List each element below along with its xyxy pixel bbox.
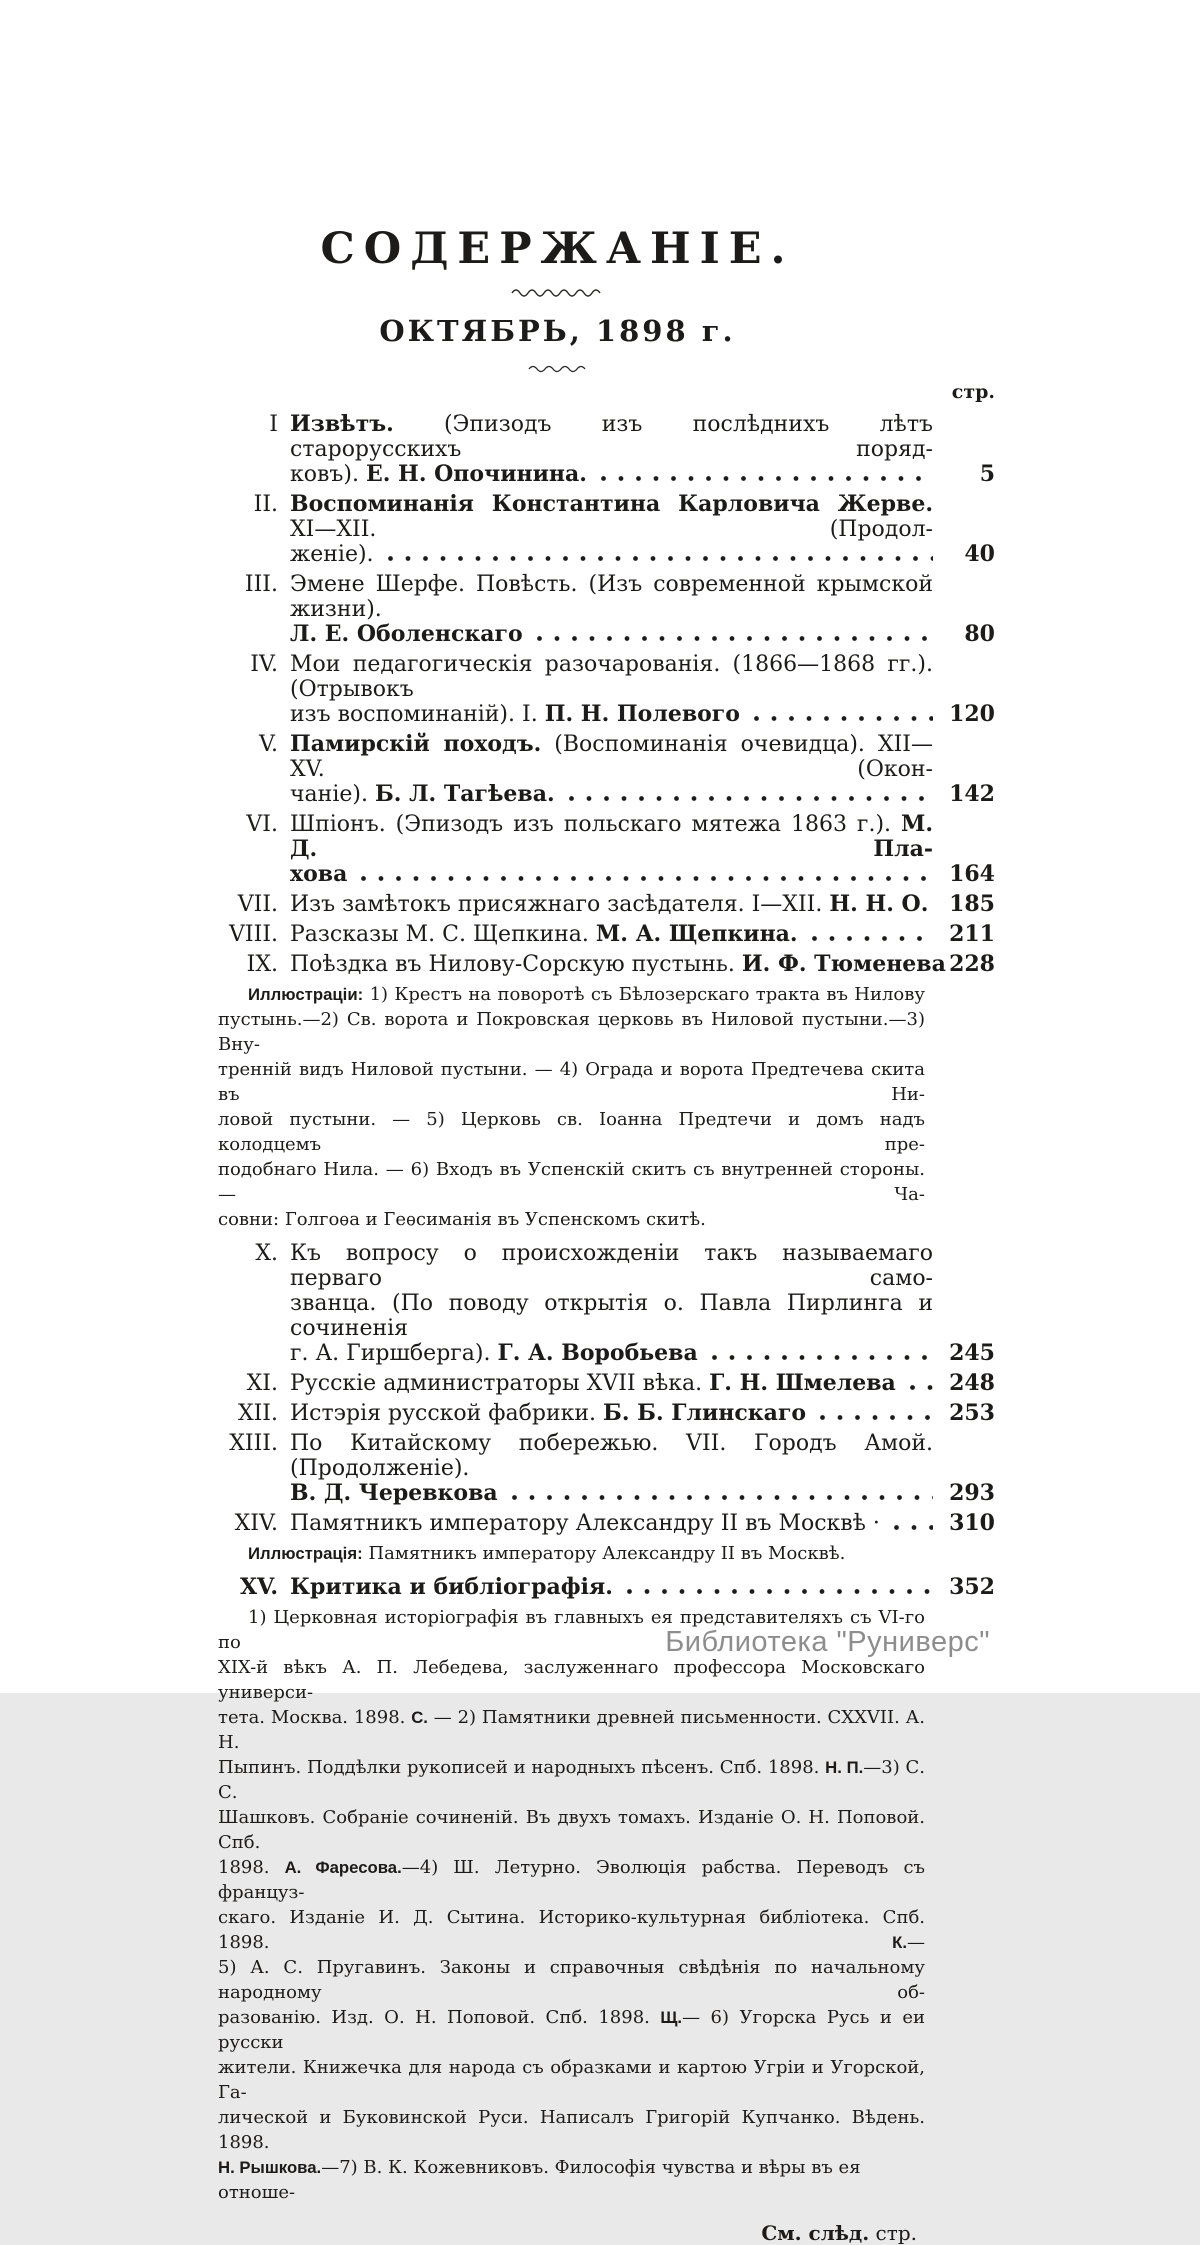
entry-body (290, 732, 933, 807)
entry-line (290, 1291, 933, 1341)
entry-text (218, 2157, 861, 2203)
note-line (218, 2005, 925, 2055)
entry-page-number: 253 (949, 1400, 995, 1427)
entry-text (290, 732, 933, 782)
note-line (218, 1541, 925, 1566)
entry-text (218, 1857, 925, 1903)
emphasized-text: хова (290, 861, 348, 888)
plain-text: ковъ). (290, 462, 366, 488)
plain-text: Мои педагогическія разочарованія. (1866—1868 гг.). (Отрывокъ (290, 652, 933, 703)
entry-line (290, 951, 946, 978)
toc-entry (170, 732, 995, 807)
entry-page-number: 310 (949, 1510, 995, 1537)
entry-number: XI. (246, 1371, 278, 1397)
emphasized-text: Б. Б. Глинскаго (603, 1400, 807, 1427)
entry-text (248, 984, 925, 1005)
note-line (218, 1007, 925, 1057)
note-line (218, 1705, 925, 1755)
toc-entry (170, 1241, 995, 1366)
note-line (218, 1057, 925, 1107)
entry-number: IX. (246, 952, 278, 978)
plain-text: Разсказы М. С. Щепкина. (290, 922, 596, 948)
entry-line (290, 492, 933, 542)
emphasized-text: Иллюстрація: (248, 1544, 363, 1564)
toc-entry (170, 892, 995, 917)
note-line (218, 1855, 925, 1905)
plain-text: Памятникъ императору Александру II въ Москвѣ · (290, 1511, 880, 1537)
entry-page-number: 293 (949, 1480, 995, 1507)
entry-text (290, 1511, 880, 1536)
entry-text (290, 1401, 806, 1426)
dot-leader (565, 782, 933, 807)
entry-body (290, 1575, 933, 1600)
emphasized-text: П. Н. Полевого (544, 701, 740, 728)
plain-text: — (907, 1932, 925, 1954)
dot-leader (750, 702, 933, 727)
entry-text (218, 1657, 925, 1703)
note-line (218, 1805, 925, 1855)
entry-body (290, 1511, 933, 1536)
plain-text: скаго. Изданіе И. Д. Сытина. Историко-культурная библіотека. Спб. 1898. (218, 1907, 925, 1954)
entry-text (290, 462, 587, 487)
entry-page-number: 5 (979, 461, 995, 488)
emphasized-text: Г. Н. Шмелева (709, 1370, 896, 1397)
dot-leader (597, 462, 933, 487)
entry-page-number: 142 (949, 781, 995, 808)
dot-leader (708, 1341, 933, 1366)
entry-text (290, 1431, 933, 1481)
entry-number: XIII. (229, 1431, 278, 1457)
entry-page-number: 248 (949, 1370, 995, 1397)
entry-text (218, 1707, 925, 1753)
plain-text: подобнаго Нила. — 6) Входъ въ Успенскій скитъ съ внутренней стороны.— Ча- (218, 1159, 925, 1206)
emphasized-text: Воспоминанія Константина Карловича Жерве. (290, 491, 933, 518)
plain-text: тета. Москва. 1898. (218, 1707, 412, 1729)
emphasized-text: М. Д. Пла- (290, 811, 933, 863)
entry-text (290, 572, 933, 622)
entry-text (290, 1575, 613, 1600)
entry-line (290, 702, 933, 727)
entry-line (290, 922, 933, 947)
entry-line (290, 462, 933, 487)
plain-text: разованію. Изд. О. Н. Поповой. Спб. 1898. (218, 2007, 661, 2029)
toc-entry (170, 812, 995, 887)
plain-text: пустынь.—2) Св. ворота и Покровская церковь въ Ниловой пустыни.—3) Вну- (218, 1009, 925, 1056)
entry-number: XV. (240, 1574, 278, 1601)
entry-page-number: 352 (949, 1574, 995, 1601)
emphasized-text: Иллюстраціи: (248, 985, 364, 1005)
entry-page-number: 245 (949, 1340, 995, 1367)
note-line (218, 2155, 925, 2205)
entry-number: X. (255, 1241, 278, 1267)
entry-page-number: 40 (964, 541, 995, 568)
issue-subtitle: ОКТЯБРЬ, 1898 г. (379, 314, 736, 348)
entry-text (218, 1209, 706, 1230)
entry-text (248, 1543, 845, 1564)
entry-number: VI. (246, 812, 278, 838)
entry-text (290, 412, 933, 462)
plain-text: По Китайскому побережью. VII. Городъ Амой. (Продолженіе). (290, 1431, 933, 1482)
emphasized-text: Критика и библіографія. (290, 1574, 613, 1601)
entry-line (290, 1341, 933, 1366)
emphasized-text: А. Фаресова. (284, 1858, 402, 1878)
emphasized-text: М. А. Щепкина. (595, 921, 798, 948)
plain-text: Изъ замѣтокъ присяжнаго засѣдателя. I—XII. (290, 892, 830, 918)
entry-text (218, 1907, 925, 1953)
plain-text: —4) Ш. Летурно. Эволюція рабства. Переводъ съ француз- (218, 1857, 925, 1904)
plain-text: —3) С. С. (218, 1757, 925, 1804)
entry-page-number: 228 (949, 951, 995, 978)
emphasized-text: Щ. (660, 2008, 683, 2028)
toc-entry (170, 952, 995, 977)
entry-body (290, 1401, 933, 1426)
entry-text (218, 1957, 925, 2003)
dot-leader (533, 622, 933, 647)
entry-line (290, 892, 933, 917)
note-line (218, 1655, 925, 1705)
entry-text (290, 782, 555, 807)
entry-text (290, 492, 933, 542)
plain-text: изъ воспоминаній). I. (290, 702, 545, 728)
page-column-label: стр. (951, 381, 995, 404)
entry-page-number: 185 (949, 891, 995, 918)
entry-text (290, 702, 740, 727)
plain-text: Памятникъ императору Александру II въ Москвѣ. (362, 1543, 846, 1565)
entry-text (290, 922, 798, 947)
dot-leader (623, 1575, 933, 1600)
entry-text (290, 812, 933, 862)
toc-entry (170, 1401, 995, 1426)
plain-text: Русскіе администраторы XVII вѣка. (290, 1371, 710, 1397)
illustrations-note (218, 982, 925, 1232)
plain-text: (Воспоминанія очевидца). XII—XV. (Окон- (290, 732, 933, 783)
plain-text: жители. Книжечка для народа съ образками и картою Угріи и Угорской, Га- (218, 2057, 925, 2104)
entry-line (290, 1575, 933, 1600)
entry-line (290, 1511, 933, 1536)
squiggle-divider-small-icon (527, 364, 589, 373)
plain-text: Истэрія русской фабрики. (290, 1401, 604, 1427)
plain-text: 1) Церковная исторіографія въ главныхъ ея представителяхъ съ VI-го по (218, 1607, 925, 1654)
note-line (218, 2105, 925, 2155)
entry-number: I (269, 412, 278, 438)
entry-text (290, 892, 928, 917)
plain-text: 5) А. С. Пругавинъ. Законы и справочныя свѣдѣнія по начальному народному об- (218, 1957, 925, 2004)
entry-page-number: 80 (964, 621, 995, 648)
dot-leader (357, 862, 933, 887)
toc-entry (170, 922, 995, 947)
toc-header (145, 0, 970, 373)
note-line (218, 1755, 925, 1805)
emphasized-text: Н. П. (825, 1758, 864, 1778)
entry-line (290, 1481, 933, 1506)
plain-text: Шпіонъ. (Эпизодъ изъ польскаго мятежа 1863 г.). (290, 812, 901, 838)
toc-entry (170, 412, 995, 487)
plain-text: г. А. Гиршберга). (290, 1341, 498, 1367)
entry-page-number: 120 (949, 701, 995, 728)
entry-body (290, 892, 933, 917)
plain-text: — 6) Угорска Русь и еи русски (218, 2007, 925, 2054)
entry-line (290, 1401, 933, 1426)
page-title: СОДЕРЖАНІЕ. (320, 224, 795, 274)
note-line (218, 1157, 925, 1207)
entry-line (290, 732, 933, 782)
entry-line (290, 1431, 933, 1481)
entry-text (218, 2057, 925, 2103)
entry-number: XIV. (234, 1511, 278, 1537)
plain-text: совни: Голгоѳа и Геѳсиманія въ Успенскомъ скитѣ. (218, 1209, 706, 1231)
entry-line (290, 572, 933, 622)
entry-text (218, 1009, 925, 1055)
entry-text (290, 1241, 933, 1291)
plain-text: Шашковъ. Собраніе сочиненій. Въ двухъ томахъ. Изданіе О. Н. Поповой. Спб. (218, 1807, 925, 1854)
toc-entry (170, 1371, 995, 1396)
plain-text: Поѣздка въ Нилову-Сорскую пустынь. (290, 952, 742, 978)
emphasized-text: Извѣтъ. (290, 411, 394, 438)
entry-number: XII. (237, 1401, 278, 1427)
entry-text (290, 1481, 498, 1506)
plain-text: Пыпинъ. Поддѣлки рукописей и народныхъ пѣсенъ. Спб. 1898. (218, 1757, 826, 1779)
emphasized-text: К. (892, 1933, 907, 1953)
entry-page-number: 164 (949, 861, 995, 888)
note-line (218, 982, 925, 1007)
toc-entry (170, 572, 995, 647)
entry-text (290, 952, 946, 977)
note-line (218, 2055, 925, 2105)
entry-body (290, 812, 933, 887)
entry-text (290, 1371, 896, 1396)
emphasized-text: С. (411, 1708, 428, 1728)
entry-number: III. (244, 572, 278, 598)
entry-text (218, 1059, 925, 1105)
squiggle-divider-icon (510, 287, 606, 297)
emphasized-text: Н. Рышкова. (218, 2158, 322, 2178)
emphasized-text: В. Д. Черевкова (290, 1480, 498, 1507)
see-next-bold: См. слѣд. (761, 2221, 870, 2245)
plain-text: званца. (По поводу открытія о. Павла Пирлинга и сочиненія (290, 1291, 933, 1342)
plain-text: —7) В. К. Кожевниковъ. Философія чувства и вѣры въ ея отноше- (218, 2157, 861, 2204)
entry-number: IV. (250, 652, 278, 678)
entry-text (218, 1159, 925, 1205)
dot-leader (906, 1371, 933, 1396)
dot-leader (808, 922, 933, 947)
plain-text: XIX-й вѣкъ А. П. Лебедева, заслуженнаго профессора Московскаго универси- (218, 1657, 925, 1704)
entry-text (218, 1807, 925, 1853)
entry-line (290, 542, 933, 567)
dot-leader (384, 542, 933, 567)
toc-entry (170, 492, 995, 567)
toc-entry (170, 1575, 995, 1600)
plain-text: 1) Крестъ на поворотѣ съ Бѣлозерскаго тракта въ Нилову (363, 984, 925, 1006)
plain-text: (Эпизодъ изъ послѣднихъ лѣтъ старорусскихъ поряд- (290, 412, 933, 463)
entry-body (290, 572, 933, 647)
entry-number: II. (253, 492, 278, 518)
entry-line (290, 1241, 933, 1291)
entry-text (290, 542, 374, 567)
entry-number: V. (258, 732, 278, 758)
entry-text (290, 1291, 933, 1341)
emphasized-text: Н. Н. О. (829, 891, 929, 918)
toc-entry (170, 1511, 995, 1536)
plain-text: Эмене Шерфе. Повѣсть. (Изъ современной крымской жизни). (290, 572, 933, 623)
note-line (218, 1905, 925, 1955)
plain-text: лической и Буковинской Руси. Написалъ Григорій Купчанко. Вѣдень. 1898. (218, 2107, 925, 2154)
entry-text (290, 862, 347, 887)
note-line (218, 1955, 925, 2005)
entry-number: VII. (237, 892, 278, 918)
toc-entry (170, 1431, 995, 1506)
entry-line (290, 412, 933, 462)
plain-text: ловой пустыни. — 5) Церковь св. Іоанна Предтечи и домъ надъ колодцемъ пре- (218, 1109, 925, 1156)
emphasized-text: Б. Л. Тагѣева. (374, 781, 555, 808)
dot-leader (890, 1511, 933, 1536)
plain-text: чаніе). (290, 782, 375, 808)
toc-list (170, 412, 995, 2205)
entry-text (290, 1341, 698, 1366)
entry-text (218, 2007, 925, 2053)
plain-text: XI—XII. (Продол- (290, 517, 933, 543)
illustration-note (218, 1541, 925, 1566)
entry-body (290, 1371, 933, 1396)
entry-text (290, 652, 933, 702)
entry-body (290, 922, 933, 947)
emphasized-text: И. Ф. Тюменева (741, 951, 946, 978)
plain-text: 1898. (218, 1857, 285, 1879)
library-watermark: Библиотека "Руниверс" (665, 1626, 990, 1658)
emphasized-text: Е. Н. Опочинина. (365, 461, 587, 488)
entry-body (290, 652, 933, 727)
entry-line (290, 652, 933, 702)
entry-body (290, 1241, 933, 1366)
entry-text (218, 2107, 925, 2153)
see-next-note (170, 2221, 917, 2245)
entry-page-number: 211 (949, 921, 995, 948)
see-next-rest: стр. (869, 2221, 917, 2245)
entry-number: VIII. (229, 922, 278, 948)
entry-body (290, 951, 946, 978)
emphasized-text: Памирскій походъ. (290, 731, 542, 758)
entry-line (290, 862, 933, 887)
entry-body (290, 412, 933, 487)
emphasized-text: Г. А. Воробьева (497, 1340, 698, 1367)
entry-line (290, 782, 933, 807)
dot-leader (508, 1481, 933, 1506)
note-line (218, 1107, 925, 1157)
bibliography-note (218, 1605, 925, 2205)
entry-body (290, 1431, 933, 1506)
table-of-contents (170, 381, 995, 2245)
entry-text (290, 622, 523, 647)
entry-line (290, 812, 933, 862)
plain-text: — 2) Памятники древней письменности. CXXVII. А. Н. (218, 1707, 925, 1754)
emphasized-text: Л. Е. Оболенскаго (290, 621, 523, 648)
entry-line (290, 1371, 933, 1396)
entry-text (218, 1109, 925, 1155)
plain-text: женіе). (290, 542, 374, 568)
plain-text: тренній видъ Ниловой пустыни. — 4) Ограда и ворота Предтечева скита въ Ни- (218, 1059, 925, 1106)
dot-leader (816, 1401, 933, 1426)
entry-body (290, 492, 933, 567)
entry-line (290, 622, 933, 647)
toc-entry (170, 652, 995, 727)
plain-text: Къ вопросу о происхожденіи такъ называемаго перваго само- (290, 1241, 933, 1292)
entry-text (218, 1757, 925, 1803)
note-line (218, 1207, 925, 1232)
